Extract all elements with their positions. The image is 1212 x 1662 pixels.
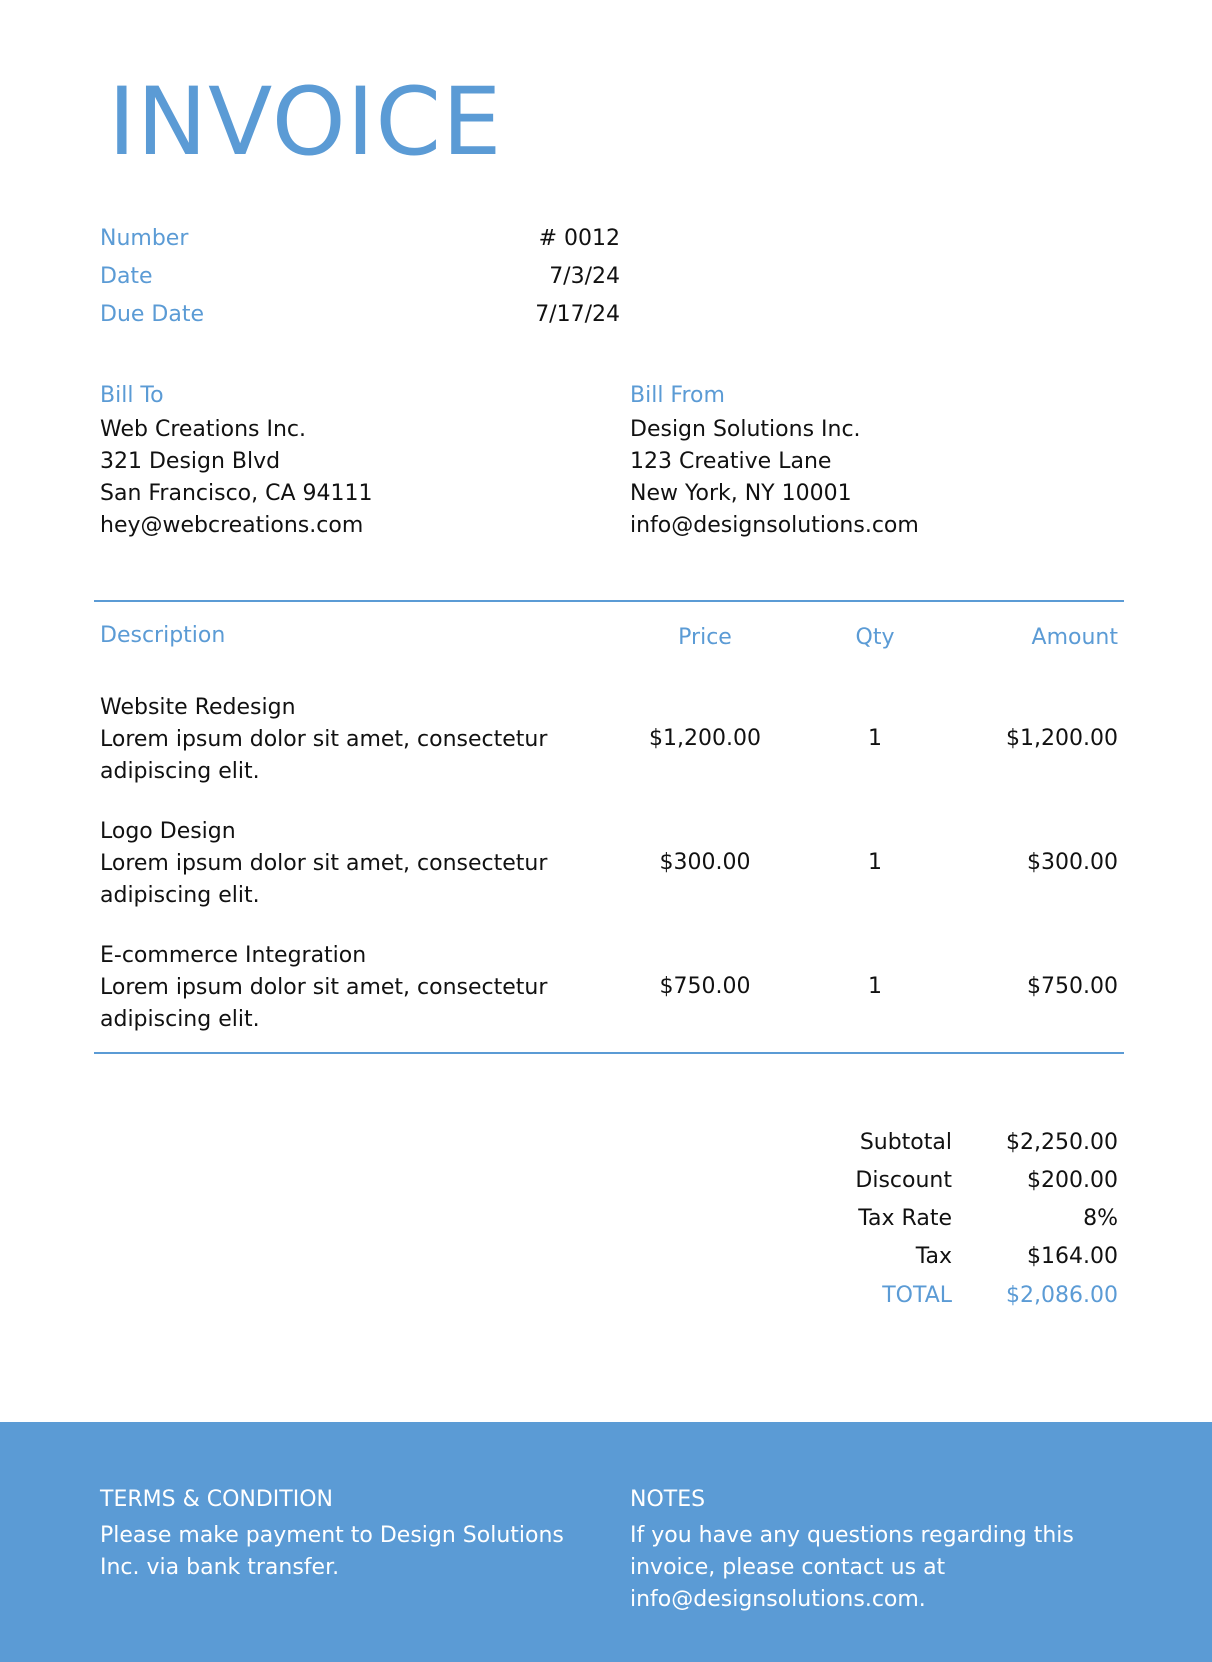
page-title: INVOICE	[108, 68, 503, 177]
subtotal-value: $2,250.00	[1006, 1129, 1118, 1155]
item-amount: $300.00	[1027, 850, 1118, 875]
item-name: Website Redesign	[100, 695, 296, 720]
item-price: $750.00	[659, 974, 751, 999]
terms-heading: TERMS & CONDITION	[100, 1487, 333, 1512]
header-description: Description	[100, 623, 226, 648]
bill-to-line: 321 Design Blvd	[100, 449, 281, 474]
total-label: TOTAL	[882, 1282, 952, 1308]
meta-number-row	[100, 222, 620, 254]
item-description: Lorem ipsum dolor sit amet, consectetur adipiscing elit.	[100, 851, 548, 908]
terms-text: Please make payment to Design Solutions Inc. via bank transfer.	[100, 1523, 564, 1580]
bill-from-heading: Bill From	[630, 383, 725, 408]
bill-from-line: New York, NY 10001	[630, 481, 852, 506]
bill-from-line: 123 Creative Lane	[630, 449, 832, 474]
item-description: Lorem ipsum dolor sit amet, consectetur adipiscing elit.	[100, 975, 548, 1032]
bill-to-heading: Bill To	[100, 383, 164, 408]
item-description: Lorem ipsum dolor sit amet, consectetur adipiscing elit.	[100, 727, 548, 784]
header-amount: Amount	[1031, 625, 1118, 650]
item-name: Logo Design	[100, 819, 236, 844]
header-qty: Qty	[855, 625, 895, 650]
tax-row	[820, 1238, 1118, 1274]
item-qty: 1	[868, 850, 882, 875]
tax-label: Tax	[915, 1243, 952, 1269]
tax-rate-row	[820, 1200, 1118, 1236]
item-name: E-commerce Integration	[100, 943, 367, 968]
bill-to-block	[100, 380, 580, 542]
header-price: Price	[678, 625, 732, 650]
item-price: $300.00	[659, 850, 751, 875]
meta-value: 7/17/24	[535, 301, 620, 327]
table-row	[100, 692, 570, 788]
tax-rate-label: Tax Rate	[858, 1205, 952, 1231]
notes-heading: NOTES	[630, 1487, 706, 1512]
table-bottom-rule	[94, 1052, 1124, 1054]
meta-value: # 0012	[538, 225, 620, 251]
total-value: $2,086.00	[1006, 1282, 1118, 1308]
tax-rate-value: 8%	[1083, 1205, 1118, 1231]
notes-text: If you have any questions regarding this invoice, please contact us at info@designsolutions.com.	[630, 1523, 1074, 1612]
item-qty: 1	[868, 974, 882, 999]
meta-label: Date	[100, 263, 153, 289]
meta-value: 7/3/24	[549, 263, 620, 289]
tax-value: $164.00	[1027, 1243, 1118, 1269]
bill-from-block	[630, 380, 1110, 542]
item-price: $1,200.00	[649, 726, 761, 751]
bill-to-email: hey@webcreations.com	[100, 513, 364, 538]
meta-due-date-row	[100, 298, 620, 330]
subtotal-row	[820, 1124, 1118, 1160]
bill-to-line: San Francisco, CA 94111	[100, 481, 373, 506]
discount-value: $200.00	[1027, 1167, 1118, 1193]
meta-date-row	[100, 260, 620, 292]
item-amount: $750.00	[1027, 974, 1118, 999]
footer-band	[0, 1422, 1212, 1662]
discount-row	[820, 1162, 1118, 1198]
total-row	[820, 1277, 1118, 1313]
notes-block	[630, 1484, 1130, 1616]
bill-from-email: info@designsolutions.com	[630, 513, 919, 538]
table-row	[100, 940, 570, 1036]
meta-label: Number	[100, 225, 189, 251]
meta-label: Due Date	[100, 301, 204, 327]
bill-from-line: Design Solutions Inc.	[630, 417, 861, 442]
subtotal-label: Subtotal	[859, 1129, 952, 1155]
terms-block	[100, 1484, 590, 1584]
bill-to-line: Web Creations Inc.	[100, 417, 307, 442]
table-top-rule	[94, 600, 1124, 602]
discount-label: Discount	[855, 1167, 952, 1193]
table-row	[100, 816, 570, 912]
item-qty: 1	[868, 726, 882, 751]
item-amount: $1,200.00	[1006, 726, 1118, 751]
